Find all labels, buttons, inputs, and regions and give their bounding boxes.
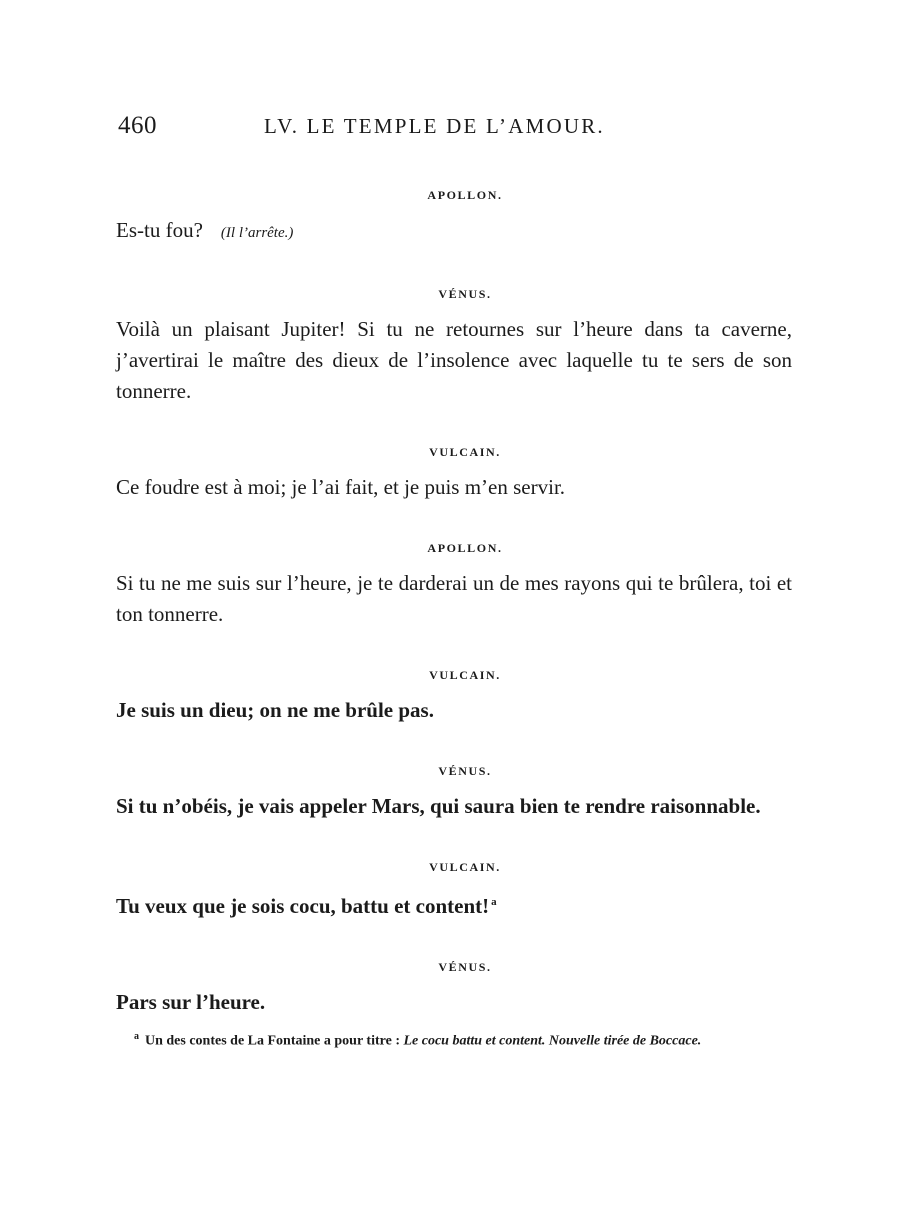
speech-line xyxy=(116,215,792,249)
stage-direction: (Il l’arrête.) xyxy=(220,225,294,241)
page-header xyxy=(118,112,798,148)
speaker-name: VÉNUS. xyxy=(438,287,492,301)
speaker-name: VÉNUS. xyxy=(438,960,492,974)
speaker-name: VULCAIN. xyxy=(429,445,501,459)
speech-text: Es-tu fou? xyxy=(116,218,203,242)
speech-text: Tu veux que je sois cocu, battu et content! xyxy=(116,894,490,918)
speech-line: Pars sur l’heure. xyxy=(116,990,266,1014)
speech-line: Ce foudre est à moi; je l’ai fait, et je puis m’en servir. xyxy=(116,475,566,499)
speaker-name: VÉNUS. xyxy=(438,764,492,778)
speech-line: Je suis un dieu; on ne me brûle pas. xyxy=(116,698,434,722)
footnote-reference: a xyxy=(491,896,497,908)
speaker-name: VULCAIN. xyxy=(429,668,501,682)
footnote xyxy=(110,1026,790,1053)
page-number: 460 xyxy=(118,112,157,139)
speech-line: Voilà un plaisant Jupiter! Si tu ne retournes sur l’heure dans ta caverne, j’avertirai le maître des dieux de l’insolence avec laquelle tu te sers de son tonnerre. xyxy=(116,317,792,403)
running-title: LV. LE TEMPLE DE L’AMOUR. xyxy=(264,114,605,138)
footnote-marker: a xyxy=(134,1031,139,1042)
speaker-name: APOLLON. xyxy=(427,188,503,202)
dialogue-body xyxy=(116,188,792,1056)
speech-line xyxy=(116,887,792,922)
footnote-italic-text: Le cocu battu et content. Nouvelle tirée de Boccace. xyxy=(403,1033,702,1049)
speaker-name: VULCAIN. xyxy=(429,860,501,874)
speaker-name: APOLLON. xyxy=(427,541,503,555)
speech-line: Si tu n’obéis, je vais appeler Mars, qui saura bien te rendre raisonnable. xyxy=(116,794,761,818)
footnote-text: Un des contes de La Fontaine a pour titre : xyxy=(145,1033,400,1049)
speech-line: Si tu ne me suis sur l’heure, je te darderai un de mes rayons qui te brûlera, toi et ton tonnerre. xyxy=(116,571,792,626)
